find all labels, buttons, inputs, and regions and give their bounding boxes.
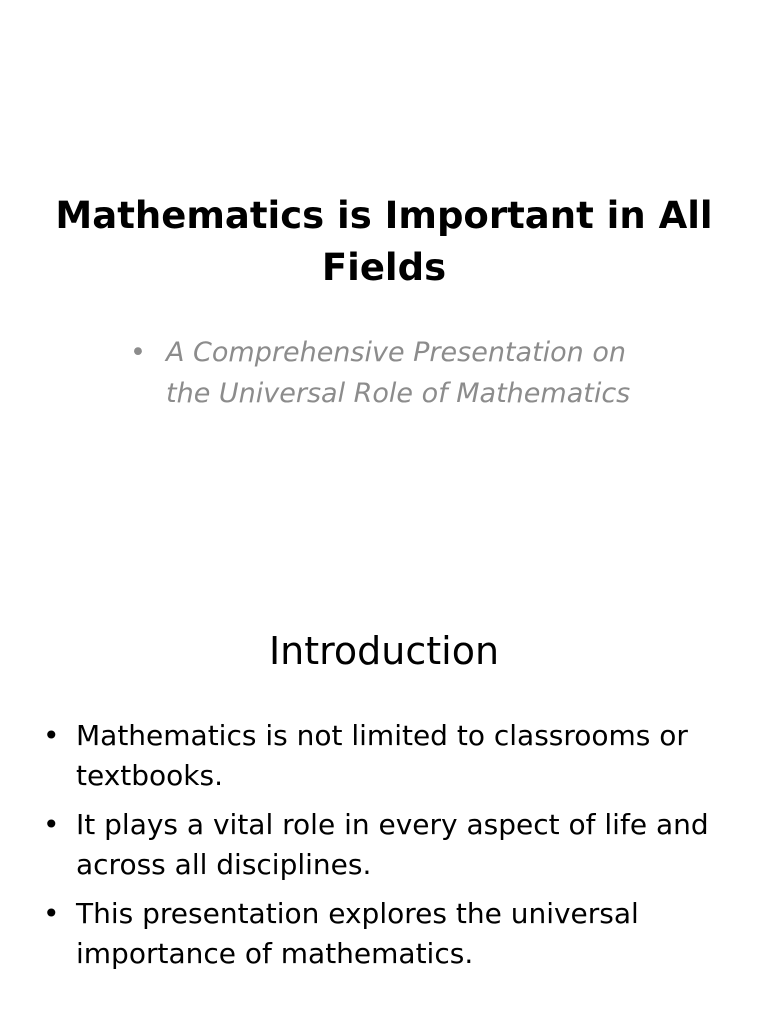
subtitle-list xyxy=(120,332,660,414)
list-item-text: It plays a vital role in every aspect of life and across all disciplines. xyxy=(76,808,709,881)
bullet-list xyxy=(40,716,730,983)
slide-title: Introduction xyxy=(268,629,500,673)
list-item-text: This presentation explores the universal importance of mathematics. xyxy=(76,897,639,970)
bullet-icon: • xyxy=(43,808,60,841)
list-item xyxy=(40,894,730,974)
bullet-icon: • xyxy=(130,337,146,368)
bullet-icon: • xyxy=(43,897,60,930)
subtitle-item xyxy=(120,332,660,414)
list-item xyxy=(40,805,730,885)
list-item xyxy=(40,716,730,796)
introduction-slide xyxy=(0,512,768,1024)
slide-title: Mathematics is Important in All Fields xyxy=(55,194,713,289)
list-item-text: Mathematics is not limited to classrooms or textbooks. xyxy=(76,719,688,792)
subtitle-text: A Comprehensive Presentation on the Universal Role of Mathematics xyxy=(166,337,631,409)
bullet-icon: • xyxy=(43,719,60,752)
